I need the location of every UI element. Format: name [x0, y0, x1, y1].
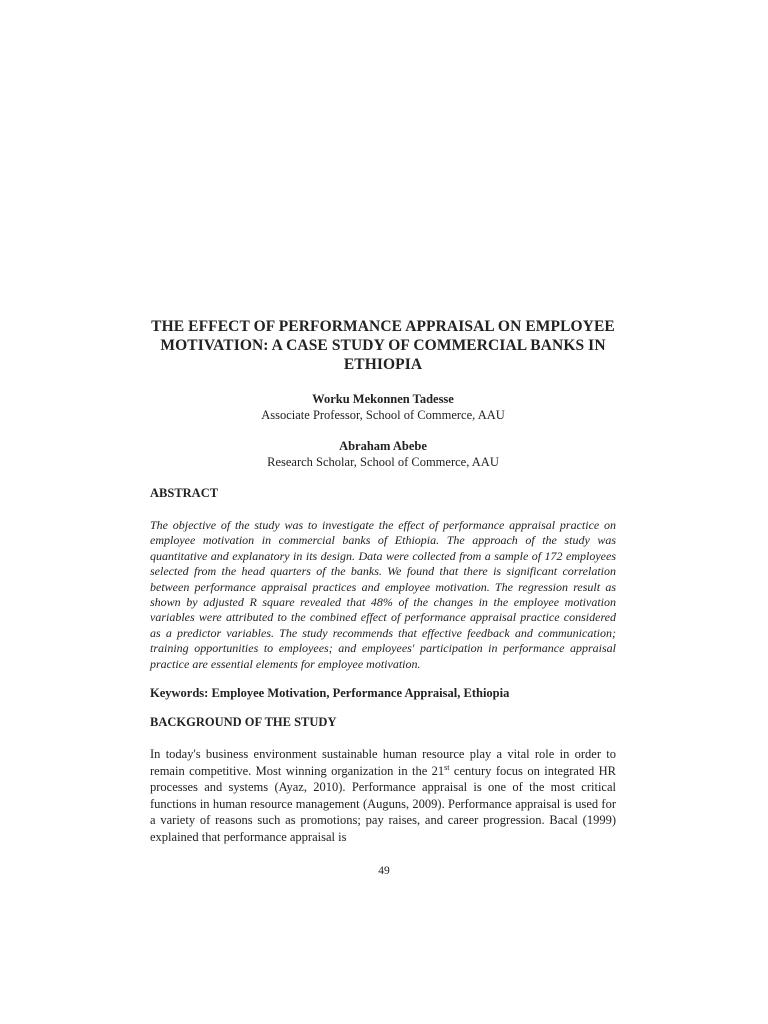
keywords-line: Keywords: Employee Motivation, Performance Appraisal, Ethiopia: [150, 686, 510, 701]
body-text-part-1: In today's business environment sustainable human resource play a vital role in order to remain competitive. Most winning organization in the 21: [150, 747, 616, 778]
body-paragraph: [150, 746, 616, 846]
abstract-text: The objective of the study was to investigate the effect of performance appraisal practice on employee motivation in commercial banks of Ethiopia. The approach of the study was quantitative and explanatory in its design. Data were collected from a sample of 172 employees selected from the head quarters of the banks. We found that there is significant correlation between performance appraisal practices and employee motivation. The regression result as shown by adjusted R square revealed that 48% of the changes in the employee motivation variables were attributed to the combined effect of performance appraisal practice considered as a predictor variables. The study recommends that effective feedback and communication; training opportunities to employees; and employees' participation in performance appraisal practice are essential elements for employee motivation.: [150, 518, 616, 671]
paper-title: THE EFFECT OF PERFORMANCE APPRAISAL ON EMPLOYEE MOTIVATION: A CASE STUDY OF COMMERCIAL BANKS IN ETHIOPIA: [151, 318, 615, 373]
background-heading: BACKGROUND OF THE STUDY: [150, 715, 337, 730]
author-block-1: [150, 391, 616, 423]
ordinal-superscript: st: [444, 762, 450, 772]
page-number: 49: [378, 865, 390, 877]
paper-page: [150, 317, 616, 858]
author-name: Abraham Abebe: [339, 439, 427, 453]
author-affiliation: Research Scholar, School of Commerce, AAU: [267, 455, 499, 469]
abstract-heading: ABSTRACT: [150, 486, 219, 500]
author-block-2: [150, 438, 616, 470]
author-affiliation: Associate Professor, School of Commerce, AAU: [261, 408, 505, 422]
body-text-part-2: century focus on integrated HR processes and systems (Ayaz, 2010). Performance appraisal is one of the most critical functions in human resource management (Auguns, 2009). Performance appraisal is used for a variety of reasons such as promotions; pay raises, and career progression. Bacal (1999) explained that performance appraisal is: [150, 763, 616, 845]
author-name: Worku Mekonnen Tadesse: [312, 392, 454, 406]
